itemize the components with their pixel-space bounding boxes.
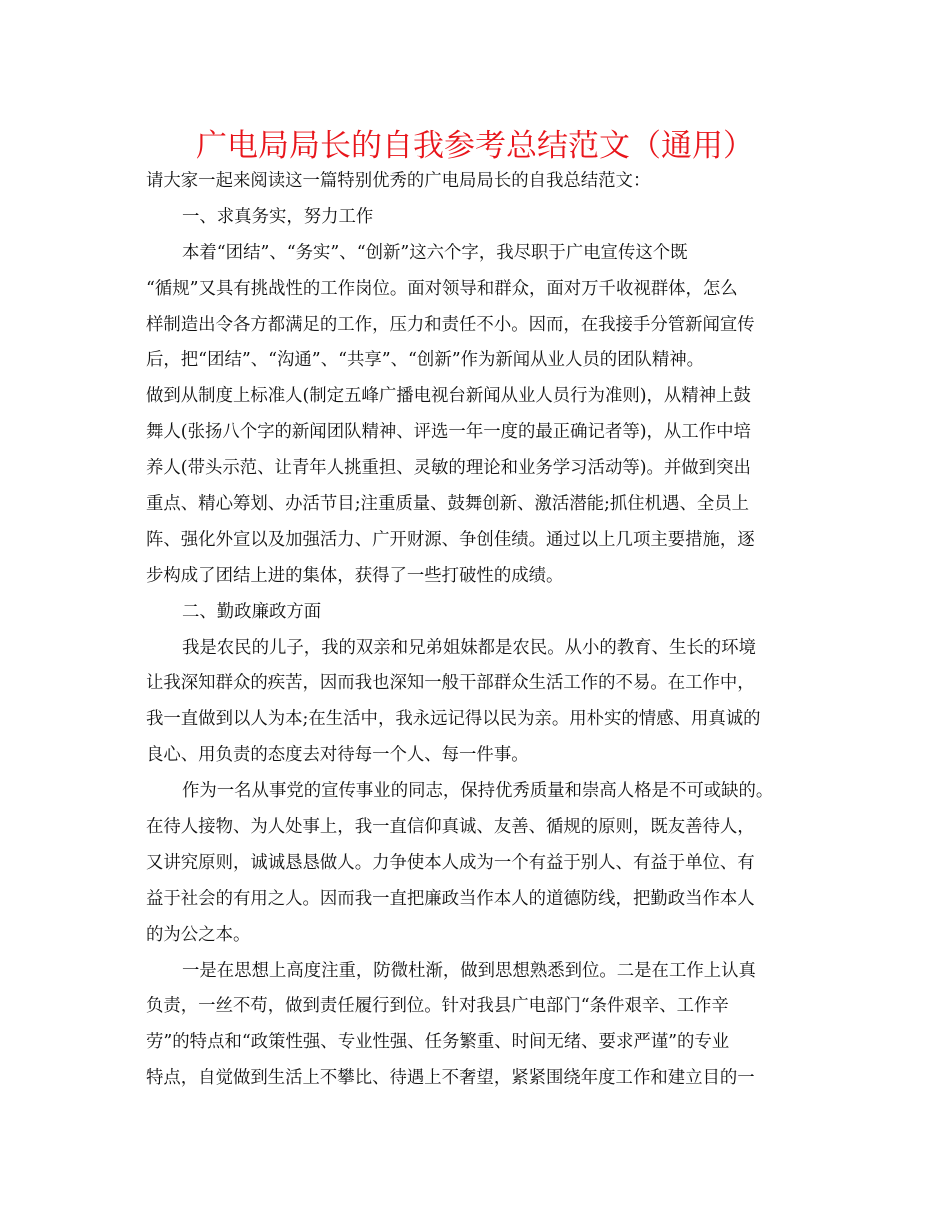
body-line: 益于社会的有用之人。因而我一直把廉政当作本人的道德防线，把勤政当作本人 (146, 888, 755, 909)
body-line: 舞人(张扬八个字的新闻团队精神、评选一年一度的最正确记者等)，从工作中培 (146, 422, 751, 443)
body-line: 又讲究原则，诚诚恳恳做人。力争使本人成为一个有益于别人、有益于单位、有 (146, 852, 755, 873)
body-line: 阵、强化外宣以及加强活力、广开财源、争创佳绩。通过以上几项主要措施，逐 (146, 529, 755, 550)
body-line: 后，把“团结”、“沟通”、“共享”、“创新”作为新闻从业人员的团队精神。 (146, 350, 705, 371)
body-line: 本着“团结”、“务实”、“创新”这六个字，我尽职于广电宣传这个既 (182, 242, 688, 263)
body-line: 二、勤政廉政方面 (182, 601, 322, 622)
body-line: 我一直做到以人为本;在生活中，我永远记得以民为亲。用朴实的情感、用真诚的 (146, 709, 761, 730)
body-line: 做到从制度上标准人(制定五峰广播电视台新闻从业人员行为准则)，从精神上鼓 (146, 386, 751, 407)
body-line: 步构成了团结上进的集体，获得了一些打破性的成绩。 (146, 565, 564, 586)
document-title: 广电局局长的自我参考总结范文（通用） (196, 128, 754, 164)
body-line: 的为公之本。 (146, 924, 251, 945)
body-line: 样制造出令各方都满足的工作，压力和责任不小。因而，在我接手分管新闻宣传 (146, 314, 755, 335)
body-line: 作为一名从事党的宣传事业的同志，保持优秀质量和崇高人格是不可或缺的。 (182, 781, 774, 802)
body-line: 让我深知群众的疾苦，因而我也深知一般干部群众生活工作的不易。在工作中， (146, 673, 755, 694)
body-line: “循规”又具有挑战性的工作岗位。面对领导和群众，面对万千收视群体，怎么 (146, 278, 738, 299)
body-line: 养人(带头示范、让青年人挑重担、灵敏的理论和业务学习活动等)。并做到突出 (146, 458, 751, 479)
body-line: 劳”的特点和“政策性强、专业性强、任务繁重、时间无绪、要求严谨”的专业 (146, 1032, 730, 1053)
body-line: 请大家一起来阅读这一篇特别优秀的广电局局长的自我总结范文： (146, 171, 651, 191)
body-line: 一是在思想上高度注重，防微杜渐，做到思想熟悉到位。二是在工作上认真 (182, 960, 756, 981)
body-line: 重点、精心筹划、办活节目;注重质量、鼓舞创新、激活潜能;抓住机遇、全员上 (146, 494, 750, 515)
document-body (146, 164, 802, 1097)
body-line: 在待人接物、为人处事上，我一直信仰真诚、友善、循规的原则，既友善待人， (146, 817, 755, 838)
body-line: 特点，自觉做到生活上不攀比、待遇上不奢望，紧紧围绕年度工作和建立目的一 (146, 1068, 755, 1089)
body-line: 负责，一丝不苟，做到责任履行到位。针对我县广电部门“条件艰辛、工作辛 (146, 996, 729, 1017)
body-line: 良心、用负责的态度去对待每一个人、每一件事。 (146, 745, 529, 766)
body-line: 一、求真务实，努力工作 (182, 206, 374, 227)
body-line: 我是农民的儿子，我的双亲和兄弟姐妹都是农民。从小的教育、生长的环境 (182, 637, 756, 658)
